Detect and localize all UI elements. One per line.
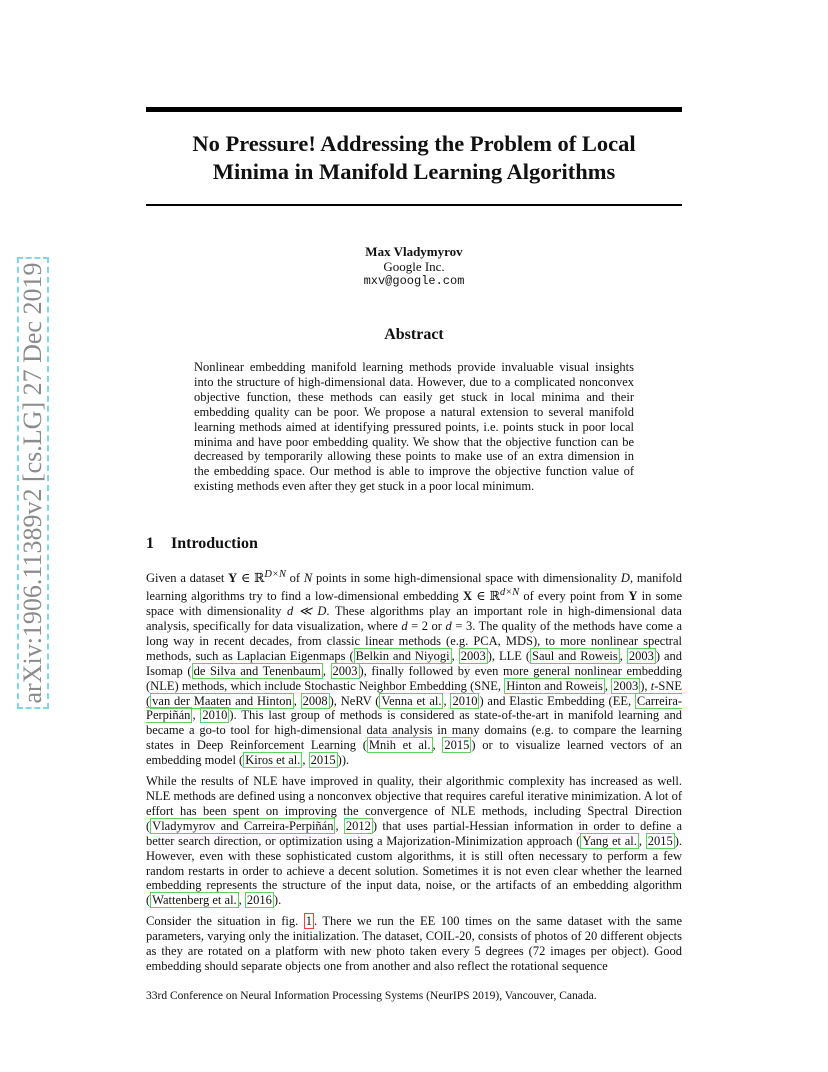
citation-link[interactable]: 2015 (444, 738, 470, 753)
paragraph-1: Given a dataset Y ∈ ℝ$^{D\times N}$ of N points in some high-dimensional space with dimensionality D, manifold learning algorithms try to find a low-dimensional embedding X ∈ ℝ$^{d\times N}$ of every point from Y in some space with dimensionality d ≪ D. These algorithms play an important role in high-dimensional data analysis, specifically for data visualization, where d = 2 or d = 3. The quality of the methods have come a long way in recent decades, from classic linear methods (e.g. PCA, MDS), to more nonlinear spectral methods, such as Laplacian Eigenmaps ( Belkin and Niyogi , 2003 ), LLE ( Saul and Roweis , 2003 ) and Isomap ( de Silva and Tenenbaum , 2003 ), finally followed by even more general nonlinear embedding (NLE) methods, which include Stochastic Neighbor Embedding (SNE, Hinton and Roweis , 2003 ), t-SNE ( van der Maaten and Hinton , 2008 ), NeRV ( Venna et al. , 2010 ) and Elastic Embedding (EE, Carreira-Perpiñán , 2010 ). This last group of methods is considered as state-of-the-art in manifold learning and became a go-to tool for high-dimensional data analysis in many domains (e.g. to compare the learning states in Deep Reinforcement Learning ( Mnih et al. , 2015 ) or to visualize learned vectors of an embedding model ( Kiros et al. , 2015 )). (146, 569, 683, 768)
citation-link[interactable]: 2010 (202, 708, 228, 723)
citation-link[interactable]: 2015 (310, 753, 336, 768)
author-affiliation: Google Inc. (383, 259, 445, 274)
citation-link[interactable]: Vladymyrov and Carreira-Perpiñán (152, 818, 334, 833)
introduction-body (146, 568, 682, 980)
title-bottom-rule (146, 204, 682, 206)
citation-link[interactable]: Hinton and Roweis (506, 678, 603, 693)
citation-link[interactable]: 2008 (302, 693, 328, 708)
paragraph-2: While the results of NLE have improved in quality, their algorithmic complexity has increased as well. NLE methods are defined using a nonconvex objective that requires careful iterative minimization. A lot of effort has been spent on improving the convergence of NLE methods, including Spectral Direction ( Vladymyrov and Carreira-Perpiñán , 2012 ) that uses partial-Hessian information in order to define a better search direction, or optimization using a Majorization-Minimization approach ( Yang et al. , 2015 ). However, even with these sophisticated custom algorithms, it is still often necessary to perform a few random restarts in order to achieve a decent solution. Sometimes it is not even clear whether the learned embedding represents the structure of the input data, noise, or the artifacts of an embedding algorithm ( Wattenberg et al. , 2016 ). (146, 774, 683, 908)
title-line-2: Minima in Manifold Learning Algorithms (212, 159, 616, 184)
abstract-heading: Abstract (384, 326, 444, 343)
citation-link[interactable]: Mnih et al. (368, 738, 431, 753)
paragraph-3: Consider the situation in fig. 1 . There we run the EE 100 times on the same dataset with the same parameters, varying only the initialization. The dataset, COIL-20, consists of photos of 20 different objects as they are rotated on a platform with new photo taken every 5 degrees (72 images per object). Good embedding should separate objects one from another and also reflect the rotational sequence (146, 914, 682, 973)
arxiv-stamp-text[interactable]: arXiv:1906.11389v2 [cs.LG] 27 Dec 2019 (18, 262, 47, 704)
citation-link[interactable]: Carreira-Perpiñán (146, 693, 683, 723)
title-top-rule (146, 107, 682, 112)
author-name: Max Vladymyrov (365, 244, 463, 259)
citation-link[interactable]: Yang et al. (582, 833, 637, 848)
author-email[interactable]: mxv@google.com (363, 274, 465, 288)
citation-link[interactable]: Kiros et al. (245, 753, 301, 768)
citation-link[interactable]: 2003 (332, 663, 358, 678)
citation-link[interactable]: 2003 (460, 648, 486, 663)
citation-link[interactable]: Belkin and Niyogi (355, 648, 450, 663)
conference-footer: 33rd Conference on Neural Information Processing Systems (NeurIPS 2019), Vancouver, Canada. (146, 990, 597, 1002)
citation-link[interactable]: Wattenberg et al. (152, 893, 237, 908)
citation-link[interactable]: 2010 (452, 693, 478, 708)
citation-link[interactable]: de Silva and Tenenbaum (193, 663, 321, 678)
citation-link[interactable]: 2016 (246, 893, 272, 908)
section-number: 1 (146, 535, 154, 552)
citation-link[interactable]: 2015 (647, 833, 673, 848)
arxiv-stamp (17, 257, 49, 709)
citation-link[interactable]: 2003 (613, 678, 639, 693)
abstract-text: Nonlinear embedding manifold learning methods provide invaluable visual insights into the structure of high-dimensional data. However, due to a complicated nonconvex objective function, these methods can easily get stuck in local minima and their embedding quality can be poor. We propose a natural extension to several manifold learning methods aimed at identifying pressured points, i.e. points stuck in poor local minima and have poor embedding quality. We show that the objective function can be decreased by temporarily allowing these points to make use of an extra dimension in the embedding space. Our method is able to improve the objective function value of existing methods even after they get stuck in a poor local minimum. (194, 360, 634, 494)
citation-link[interactable]: 2012 (345, 818, 371, 833)
section-title: Introduction (171, 535, 258, 552)
paper-title (146, 130, 682, 186)
title-line-1: No Pressure! Addressing the Problem of Local (192, 131, 636, 156)
author-block (146, 244, 682, 289)
citation-link[interactable]: van der Maaten and Hinton (152, 693, 292, 708)
figure-reference-link[interactable]: 1 (305, 914, 312, 929)
citation-link[interactable]: Venna et al. (381, 693, 442, 708)
section-heading (146, 535, 258, 553)
citation-link[interactable]: 2003 (628, 648, 654, 663)
citation-link[interactable]: Saul and Roweis (532, 648, 618, 663)
